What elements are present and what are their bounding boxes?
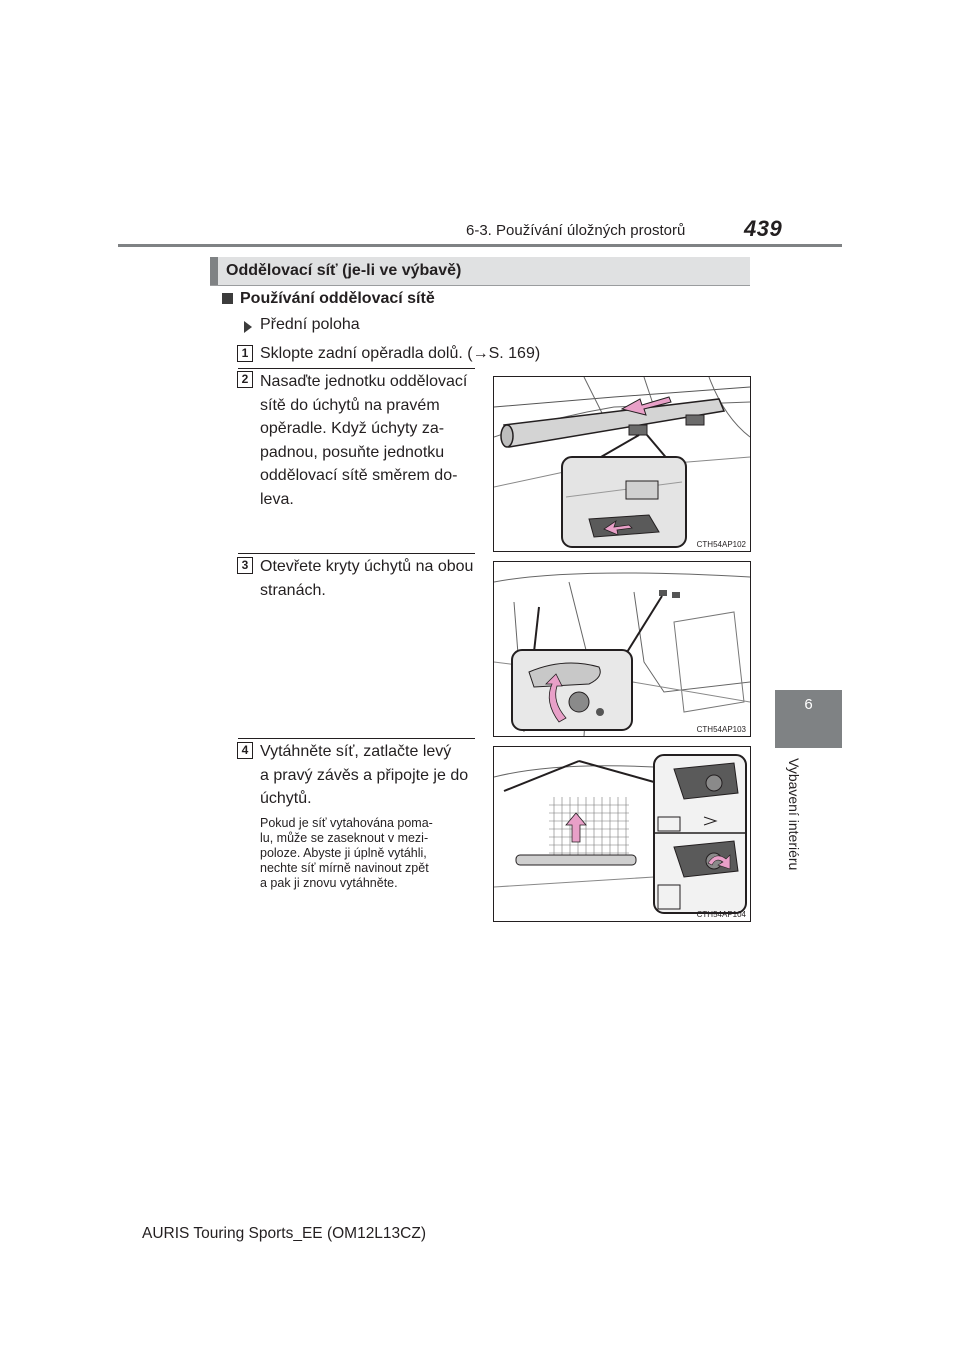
step-1-text: Sklopte zadní opěradla dolů. (→S. 169) bbox=[260, 345, 541, 362]
subsection-title: Používání oddělovací sítě bbox=[240, 290, 435, 307]
text-line: Nasaďte jednotku oddělovací bbox=[260, 373, 468, 390]
figure-code: CTH54AP102 bbox=[696, 540, 746, 549]
figure-anchor-covers bbox=[493, 561, 751, 737]
running-header-section: 6-3. Používání úložných prostorů bbox=[466, 222, 686, 239]
net-pull-and-attach-icon bbox=[494, 747, 750, 921]
note-line: lu, může se zaseknout v mezi- bbox=[260, 831, 429, 845]
note-line: a pak ji znovu vytáhněte. bbox=[260, 876, 398, 890]
step-number-3: 3 bbox=[237, 557, 253, 574]
step-divider bbox=[238, 553, 475, 554]
note-line: Pokud je síť vytahována poma- bbox=[260, 816, 433, 830]
triangle-bullet-icon bbox=[244, 321, 252, 333]
figure-code: CTH54AP103 bbox=[696, 725, 746, 734]
mode-label: Přední poloha bbox=[260, 316, 360, 333]
step-4-text bbox=[260, 740, 476, 811]
figure-net-install bbox=[493, 376, 751, 552]
text-line: stranách. bbox=[260, 581, 326, 599]
text-line: oddělovací sítě směrem do- bbox=[260, 467, 458, 484]
page-number: 439 bbox=[744, 216, 783, 241]
square-bullet-icon bbox=[222, 293, 233, 304]
step-number-1: 1 bbox=[237, 345, 253, 362]
note-line: poloze. Abyste ji úplně vytáhli, bbox=[260, 846, 427, 860]
figure-code: CTH54AP104 bbox=[696, 910, 746, 919]
step-number-2: 2 bbox=[237, 371, 253, 388]
section-divider bbox=[210, 285, 750, 286]
step-3-text bbox=[260, 555, 476, 602]
text-line: opěradle. Když úchyty za- bbox=[260, 420, 445, 437]
figure-net-pull bbox=[493, 746, 751, 922]
anchor-cover-open-icon bbox=[494, 562, 750, 736]
text-line: leva. bbox=[260, 490, 294, 508]
note-line: nechte síť mírně navinout zpět bbox=[260, 861, 429, 875]
text-line: a pravý závěs a připojte je do bbox=[260, 766, 469, 784]
step-2-text bbox=[260, 370, 476, 511]
step-divider bbox=[238, 738, 475, 739]
footer-model-code: AURIS Touring Sports_EE (OM12L13CZ) bbox=[142, 1225, 426, 1242]
text-line: padnou, posuňte jednotku bbox=[260, 443, 445, 461]
chapter-tab-number: 6 bbox=[804, 696, 813, 713]
header-rule bbox=[118, 244, 842, 247]
step-number-4: 4 bbox=[237, 742, 253, 759]
text-line: sítě do úchytů na pravém bbox=[260, 396, 440, 414]
text-line: úchytů. bbox=[260, 790, 312, 807]
text-line: Otevřete kryty úchytů na obou bbox=[260, 558, 474, 575]
step-4-note bbox=[260, 816, 476, 891]
step-divider bbox=[238, 368, 475, 369]
section-title: Oddělovací síť (je-li ve výbavě) bbox=[226, 262, 462, 279]
cargo-net-install-icon bbox=[494, 377, 750, 551]
text-line: Vytáhněte síť, zatlačte levý bbox=[260, 743, 452, 760]
chapter-tab-label: Vybavení interiéru bbox=[786, 758, 802, 871]
